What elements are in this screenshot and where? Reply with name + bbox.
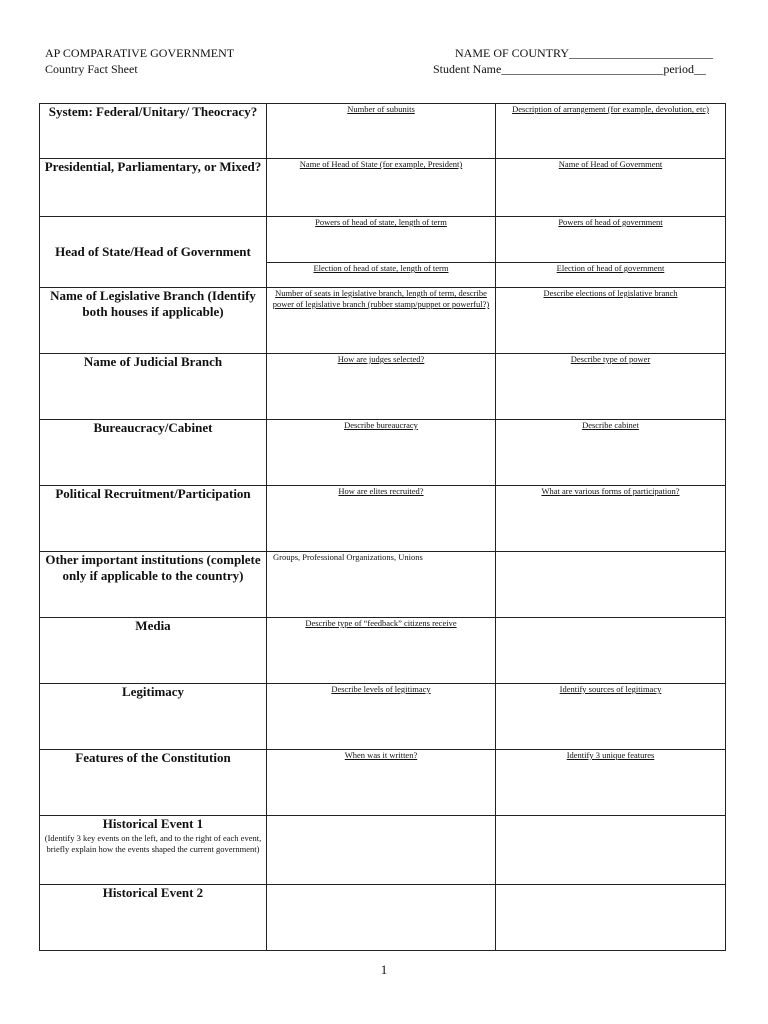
prompt-text: Election of head of state, length of term (313, 263, 449, 273)
answer-cell[interactable] (496, 354, 726, 420)
answer-cell[interactable] (267, 750, 496, 816)
row-label-text: Historical Event 1 (102, 816, 204, 831)
prompt-text: Description of arrangement (for example, devolution, etc) (512, 104, 709, 114)
prompt-text: Describe type of power (570, 354, 651, 364)
row-label: Name of Legislative Branch (Identify both houses if applicable) (40, 288, 267, 354)
answer-cell[interactable] (267, 263, 496, 288)
prompt-text: Number of subunits (347, 104, 415, 114)
prompt-text: Election of head of government (556, 263, 665, 273)
answer-cell[interactable] (267, 885, 496, 951)
table-row-media (40, 618, 726, 684)
row-label: Presidential, Parliamentary, or Mixed? (40, 159, 267, 217)
answer-cell[interactable] (267, 420, 496, 486)
table-row-recruitment (40, 486, 726, 552)
row-label: Other important institutions (complete only if applicable to the country) (40, 552, 267, 618)
document-title: AP COMPARATIVE GOVERNMENT (45, 46, 235, 60)
answer-cell[interactable] (267, 486, 496, 552)
answer-cell[interactable] (496, 618, 726, 684)
prompt-text: What are various forms of participation? (541, 486, 680, 496)
table-row-system (40, 104, 726, 159)
prompt-text: Name of Head of Government (558, 159, 663, 169)
answer-cell[interactable] (496, 552, 726, 618)
prompt-text: Identify sources of legitimacy (559, 684, 662, 694)
row-label: System: Federal/Unitary/ Theocracy? (40, 104, 267, 159)
answer-cell[interactable] (267, 552, 496, 618)
answer-cell[interactable] (496, 420, 726, 486)
answer-cell[interactable] (496, 217, 726, 263)
row-label: Historical Event 2 (40, 885, 267, 951)
answer-cell[interactable] (267, 684, 496, 750)
answer-cell[interactable] (267, 618, 496, 684)
row-label: Media (40, 618, 267, 684)
answer-cell[interactable] (496, 159, 726, 217)
answer-cell[interactable] (267, 288, 496, 354)
table-row-historical-event-2 (40, 885, 726, 951)
answer-cell[interactable] (496, 104, 726, 159)
prompt-text: Identify 3 unique features (566, 750, 655, 760)
table-row-judicial (40, 354, 726, 420)
answer-cell[interactable] (496, 885, 726, 951)
prompt-text: Describe elections of legislative branch (543, 288, 678, 298)
prompt-text: Describe type of “feedback” citizens receive (305, 618, 457, 628)
prompt-text: Groups, Professional Organizations, Unions (273, 552, 423, 562)
prompt-text: Describe levels of legitimacy (331, 684, 431, 694)
table-row-legislative (40, 288, 726, 354)
prompt-text: When was it written? (344, 750, 418, 760)
prompt-text: Powers of head of government (558, 217, 663, 227)
row-label: Features of the Constitution (40, 750, 267, 816)
row-label: Political Recruitment/Participation (40, 486, 267, 552)
answer-cell[interactable] (496, 684, 726, 750)
table-row-constitution (40, 750, 726, 816)
row-label (40, 816, 267, 885)
table-row-bureaucracy (40, 420, 726, 486)
table-row-legitimacy (40, 684, 726, 750)
row-label: Head of State/Head of Government (40, 217, 267, 288)
answer-cell[interactable] (267, 104, 496, 159)
answer-cell[interactable] (496, 816, 726, 885)
student-name-field[interactable]: Student Name___________________________period__ (433, 62, 706, 76)
prompt-text: How are judges selected? (337, 354, 425, 364)
answer-cell[interactable] (496, 750, 726, 816)
prompt-text: How are elites recruited? (338, 486, 424, 496)
table-row-other-institutions (40, 552, 726, 618)
answer-cell[interactable] (267, 816, 496, 885)
answer-cell[interactable] (496, 288, 726, 354)
row-label: Name of Judicial Branch (40, 354, 267, 420)
answer-cell[interactable] (267, 354, 496, 420)
prompt-text: Describe cabinet (582, 420, 639, 430)
page-number: 1 (380, 962, 388, 977)
fact-sheet-table (39, 103, 726, 951)
table-row-head-of-state (40, 217, 726, 263)
answer-cell[interactable] (267, 159, 496, 217)
table-row-historical-event-1 (40, 816, 726, 885)
answer-cell[interactable] (496, 263, 726, 288)
prompt-text: Powers of head of state, length of term (315, 217, 447, 227)
country-name-field[interactable]: NAME OF COUNTRY________________________ (455, 46, 714, 60)
document-subtitle: Country Fact Sheet (45, 62, 138, 76)
answer-cell[interactable] (267, 217, 496, 263)
row-label-note: (Identify 3 key events on the left, and to the right of each event, briefly explain how the events shaped the current government) (44, 833, 262, 854)
prompt-text: Number of seats in legislative branch, length of term, describe power of legislative branch (rubber stamp/puppet or powerful?) (272, 288, 490, 309)
prompt-text: Name of Head of State (for example, President) (299, 159, 463, 169)
answer-cell[interactable] (496, 486, 726, 552)
row-label: Legitimacy (40, 684, 267, 750)
row-label: Bureaucracy/Cabinet (40, 420, 267, 486)
table-row-presidential (40, 159, 726, 217)
prompt-text: Describe bureaucracy (344, 420, 418, 430)
